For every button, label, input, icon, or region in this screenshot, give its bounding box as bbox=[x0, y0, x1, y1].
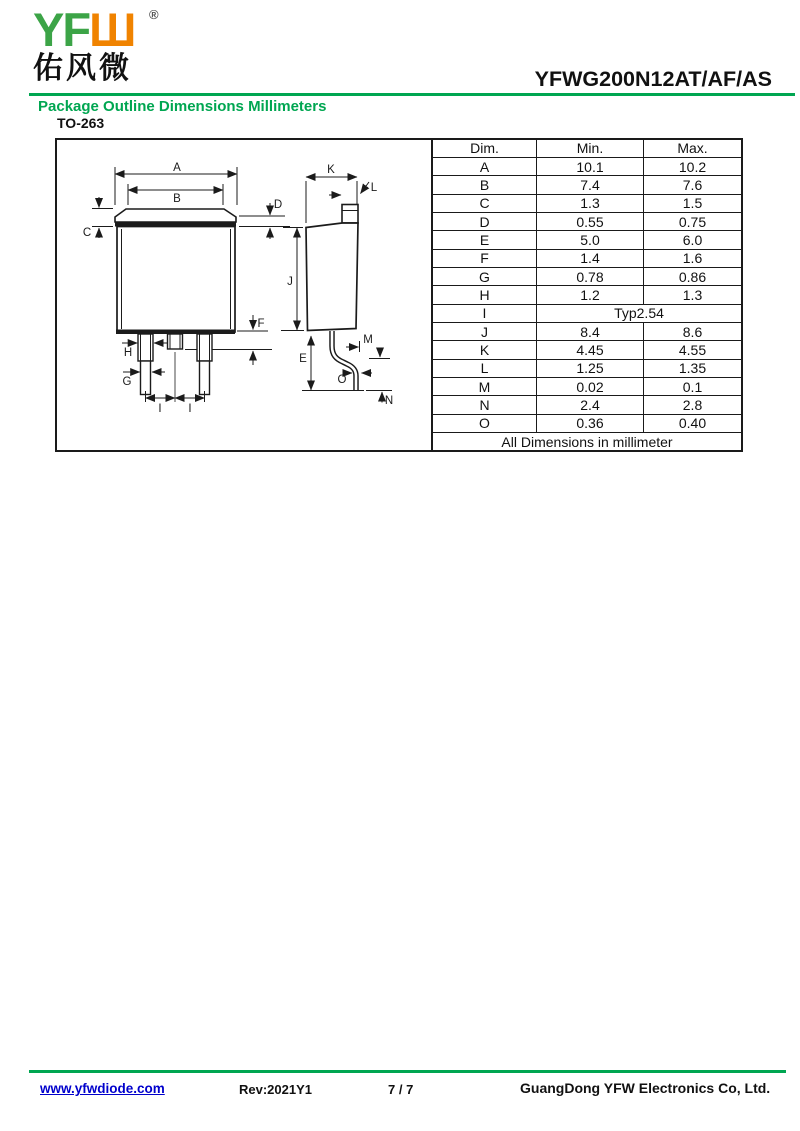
table-row-typ bbox=[432, 304, 742, 322]
table-row bbox=[432, 322, 742, 340]
table-note-row bbox=[432, 433, 742, 452]
min-cell: 1.4 bbox=[537, 249, 644, 267]
page-indicator: 7 / 7 bbox=[388, 1082, 414, 1097]
col-header-dim: Dim. bbox=[432, 139, 537, 157]
section-title: Package Outline Dimensions Millimeters bbox=[38, 98, 327, 115]
registered-trademark-icon: ® bbox=[149, 7, 159, 22]
dim-label-A: A bbox=[173, 162, 181, 174]
dim-cell: J bbox=[432, 322, 537, 340]
max-cell: 1.35 bbox=[644, 359, 743, 377]
table-row bbox=[432, 414, 742, 432]
dim-label-N: N bbox=[384, 395, 394, 407]
max-cell: 6.0 bbox=[644, 231, 743, 249]
max-cell: 8.6 bbox=[644, 322, 743, 340]
max-cell: 1.3 bbox=[644, 286, 743, 304]
table-row bbox=[432, 157, 742, 175]
dim-cell: M bbox=[432, 377, 537, 395]
dim-label-F: F bbox=[257, 318, 265, 330]
min-cell: 1.25 bbox=[537, 359, 644, 377]
table-row bbox=[432, 286, 742, 304]
dim-label-E: E bbox=[299, 353, 307, 365]
dim-label-D: D bbox=[273, 199, 283, 211]
table-note: All Dimensions in millimeter bbox=[432, 433, 742, 452]
dim-cell: A bbox=[432, 157, 537, 175]
dim-cell: O bbox=[432, 414, 537, 432]
dim-label-I2: I bbox=[188, 403, 192, 415]
dim-label-B: B bbox=[173, 193, 181, 205]
table-row bbox=[432, 176, 742, 194]
min-cell: 8.4 bbox=[537, 322, 644, 340]
dim-cell: C bbox=[432, 194, 537, 212]
dim-cell: E bbox=[432, 231, 537, 249]
logo-chinese-text: 佑风微 bbox=[33, 52, 132, 85]
brand-logo bbox=[33, 3, 159, 85]
dim-label-L: L bbox=[370, 182, 378, 194]
dimensions-table bbox=[431, 138, 743, 452]
max-cell: 1.5 bbox=[644, 194, 743, 212]
table-header-row bbox=[432, 139, 742, 157]
dim-cell: B bbox=[432, 176, 537, 194]
footer-divider bbox=[29, 1070, 786, 1073]
part-number: YFWG200N12AT/AF/AS bbox=[534, 67, 772, 91]
max-cell: 4.55 bbox=[644, 341, 743, 359]
package-name: TO-263 bbox=[57, 115, 105, 131]
dim-cell: F bbox=[432, 249, 537, 267]
logo-yf-text: YF bbox=[33, 3, 90, 56]
logo-wordmark bbox=[33, 3, 135, 56]
dim-cell: I bbox=[432, 304, 537, 322]
header-divider bbox=[29, 93, 795, 96]
table-row bbox=[432, 231, 742, 249]
min-cell: 0.78 bbox=[537, 267, 644, 285]
table-row bbox=[432, 396, 742, 414]
min-cell: 1.2 bbox=[537, 286, 644, 304]
max-cell: 7.6 bbox=[644, 176, 743, 194]
max-cell: 10.2 bbox=[644, 157, 743, 175]
package-drawing bbox=[55, 138, 445, 454]
max-cell: 0.40 bbox=[644, 414, 743, 432]
col-header-max: Max. bbox=[644, 139, 743, 157]
dim-cell: L bbox=[432, 359, 537, 377]
min-cell: 2.4 bbox=[537, 396, 644, 414]
dim-cell: N bbox=[432, 396, 537, 414]
dim-label-H: H bbox=[123, 347, 133, 359]
table-row bbox=[432, 194, 742, 212]
max-cell: 2.8 bbox=[644, 396, 743, 414]
website-link[interactable]: www.yfwdiode.com bbox=[40, 1081, 165, 1096]
dim-cell: D bbox=[432, 212, 537, 230]
min-cell: 0.02 bbox=[537, 377, 644, 395]
max-cell: 1.6 bbox=[644, 249, 743, 267]
revision-label: Rev:2021Y1 bbox=[239, 1082, 312, 1097]
min-cell: 4.45 bbox=[537, 341, 644, 359]
table-row bbox=[432, 341, 742, 359]
table-row bbox=[432, 249, 742, 267]
dim-label-C: C bbox=[82, 227, 92, 239]
dim-label-I1: I bbox=[158, 403, 162, 415]
company-name: GuangDong YFW Electronics Co, Ltd. bbox=[520, 1080, 771, 1096]
dim-label-G: G bbox=[122, 376, 132, 388]
min-cell: 7.4 bbox=[537, 176, 644, 194]
dim-label-K: K bbox=[327, 164, 335, 176]
typ-cell: Typ2.54 bbox=[537, 304, 743, 322]
logo-w-glyph: Ш bbox=[89, 3, 135, 56]
min-cell: 1.3 bbox=[537, 194, 644, 212]
table-row bbox=[432, 212, 742, 230]
max-cell: 0.75 bbox=[644, 212, 743, 230]
dim-cell: H bbox=[432, 286, 537, 304]
table-row bbox=[432, 377, 742, 395]
min-cell: 10.1 bbox=[537, 157, 644, 175]
table-row bbox=[432, 359, 742, 377]
dim-cell: K bbox=[432, 341, 537, 359]
min-cell: 0.55 bbox=[537, 212, 644, 230]
dim-label-J: J bbox=[287, 276, 293, 288]
max-cell: 0.86 bbox=[644, 267, 743, 285]
dim-cell: G bbox=[432, 267, 537, 285]
max-cell: 0.1 bbox=[644, 377, 743, 395]
dim-label-O: O bbox=[337, 374, 347, 386]
col-header-min: Min. bbox=[537, 139, 644, 157]
table-row bbox=[432, 267, 742, 285]
min-cell: 0.36 bbox=[537, 414, 644, 432]
min-cell: 5.0 bbox=[537, 231, 644, 249]
dim-label-M: M bbox=[363, 334, 373, 346]
